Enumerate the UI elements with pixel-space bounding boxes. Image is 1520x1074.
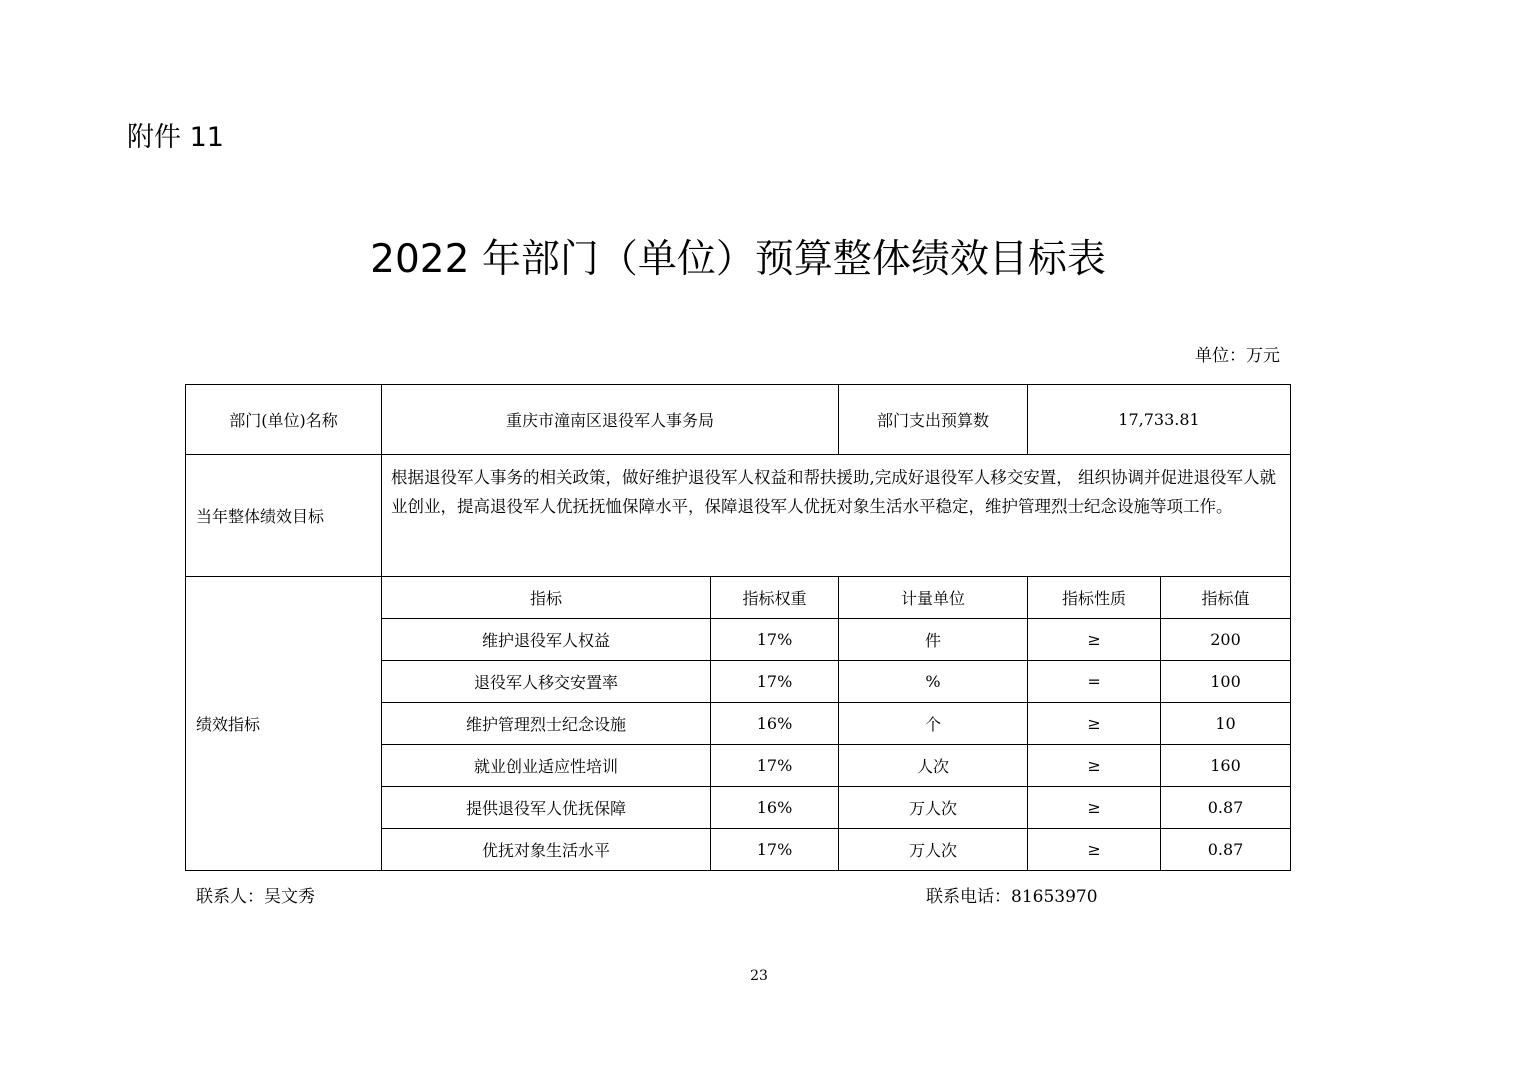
performance-table: [185, 384, 1291, 871]
indicator-weight: 17%: [711, 745, 839, 787]
indicator-nature: ≥: [1028, 745, 1161, 787]
indicator-name: 就业创业适应性培训: [382, 745, 711, 787]
indicator-weight: 17%: [711, 619, 839, 661]
goal-row: [186, 455, 1291, 577]
dept-budget-value: 17,733.81: [1028, 385, 1291, 455]
indicator-value: 0.87: [1161, 787, 1291, 829]
goal-text: 根据退役军人事务的相关政策，做好维护退役军人权益和帮扶援助,完成好退役军人移交安置， 组织协调并促进退役军人就业创业，提高退役军人优抚抚恤保障水平，保障退役军人优抚对象生活水平稳定，维护管理烈士纪念设施等项工作。: [391, 468, 1276, 516]
indicator-unit: 个: [839, 703, 1028, 745]
goal-label: 当年整体绩效目标: [186, 455, 382, 577]
page-title: 2022 年部门（单位）预算整体绩效目标表: [370, 237, 1106, 282]
dept-budget-label: 部门支出预算数: [839, 385, 1028, 455]
indicator-weight: 17%: [711, 829, 839, 871]
indicator-value: 200: [1161, 619, 1291, 661]
indicator-value: 100: [1161, 661, 1291, 703]
header-nature: 指标性质: [1028, 577, 1161, 619]
indicator-header-row: [186, 577, 1291, 619]
indicator-nature: ≥: [1028, 829, 1161, 871]
indicator-value: 10: [1161, 703, 1291, 745]
indicator-name: 优抚对象生活水平: [382, 829, 711, 871]
dept-name-label: 部门(单位)名称: [186, 385, 382, 455]
indicator-unit: 人次: [839, 745, 1028, 787]
contact-phone: 联系电话：81653970: [926, 887, 1098, 907]
contact-person: 联系人：吴文秀: [196, 887, 315, 907]
indicator-nature: ≥: [1028, 703, 1161, 745]
header-weight: 指标权重: [711, 577, 839, 619]
indicator-weight: 17%: [711, 661, 839, 703]
indicator-weight: 16%: [711, 703, 839, 745]
attachment-label: 附件 11: [127, 122, 224, 153]
header-indicator: 指标: [382, 577, 711, 619]
indicator-name: 维护退役军人权益: [382, 619, 711, 661]
indicator-name: 退役军人移交安置率: [382, 661, 711, 703]
dept-row: [186, 385, 1291, 455]
indicator-unit: 万人次: [839, 829, 1028, 871]
indicator-name: 提供退役军人优抚保障: [382, 787, 711, 829]
indicator-nature: ≥: [1028, 619, 1161, 661]
indicator-name: 维护管理烈士纪念设施: [382, 703, 711, 745]
indicator-value: 160: [1161, 745, 1291, 787]
indicator-unit: %: [839, 661, 1028, 703]
indicator-unit: 万人次: [839, 787, 1028, 829]
indicator-value: 0.87: [1161, 829, 1291, 871]
dept-name-value: 重庆市潼南区退役军人事务局: [382, 385, 839, 455]
indicator-label: 绩效指标: [186, 577, 382, 871]
header-unit: 计量单位: [839, 577, 1028, 619]
unit-label: 单位：万元: [1195, 346, 1280, 366]
header-value: 指标值: [1161, 577, 1291, 619]
indicator-nature: =: [1028, 661, 1161, 703]
indicator-unit: 件: [839, 619, 1028, 661]
goal-cell: [382, 455, 1291, 577]
indicator-nature: ≥: [1028, 787, 1161, 829]
indicator-weight: 16%: [711, 787, 839, 829]
page-number: 23: [750, 968, 768, 984]
